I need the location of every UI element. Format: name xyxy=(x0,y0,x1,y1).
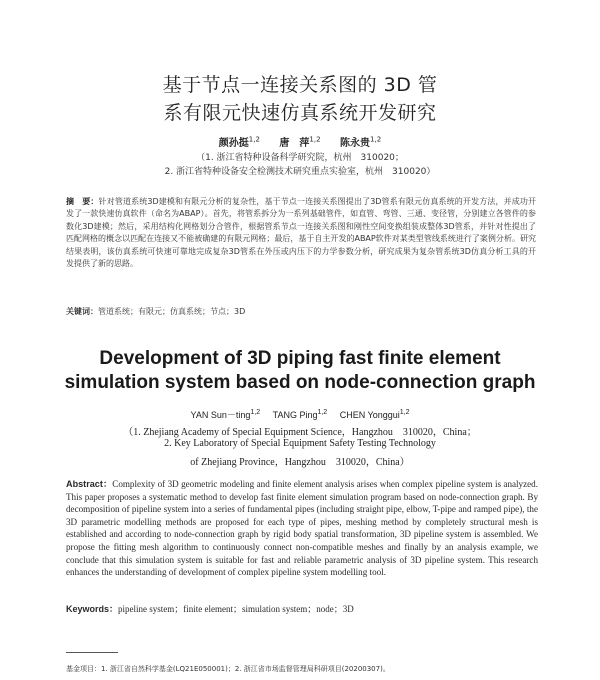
chinese-affiliation-1: （1. 浙江省特种设备科学研究院，杭州 310020； xyxy=(196,153,404,163)
english-title-line-1: Development of 3D piping fast finite element xyxy=(99,348,501,369)
chinese-author-1: 颜孙挺$^{1,2}$ xyxy=(218,135,260,149)
chinese-keywords xyxy=(66,306,536,317)
chinese-author-list xyxy=(0,134,600,149)
english-author-list xyxy=(0,408,600,421)
chinese-abstract-label: 摘 要： xyxy=(66,197,99,206)
chinese-title-line-1: 基于节点一连接关系图的 3D 管 xyxy=(162,74,438,96)
english-abstract-text: Complexity of 3D geometric modeling and finite element analysis arises when complex pipeline system is analyzed. This paper proposes a systematic method to develop fast finite element simulation program based on node-connection graph. By decomposition of pipeline system into a series of fundamental pipes (including straight pipe, elbow, T-pipe and ramped pipe), the 3D parametric modelling methods are proposed for each type of pipes, meshing method by completely structural mesh is established and according to node-connection graph by rigid body spatial transformation, 3D pipeline system is assembled. We propose the fitting mesh algorithm to continuously connect non-compatible meshes and finally by an analysis example, we conclude that this simulation system is suitable for fast and reliable parametric analysis of 3D pipeline system. This research enhances the understanding of development of complex pipeline system modelling tool. xyxy=(66,479,538,578)
english-author-2: TANG Ping$^{1,2}$ xyxy=(272,409,328,420)
chinese-title-line-2: 系有限元快速仿真系统开发研究 xyxy=(163,102,437,124)
chinese-keywords-label: 关键词： xyxy=(66,307,98,316)
chinese-author-3: 陈永贵$^{1,2}$ xyxy=(340,135,382,149)
english-author-3: CHEN Yonggui$^{1,2}$ xyxy=(339,409,410,420)
funding-footnote: 基金项目：1. 浙江省自然科学基金(LQ21E050001)；2. 浙江省市场监督管理局科研项目(20200307)。 xyxy=(66,665,390,673)
english-affiliation-2: 2. Key Laboratory of Special Equipment Safety Testing Technology xyxy=(164,438,436,449)
chinese-abstract-text: 针对管道系统3D建模和有限元分析的复杂性，基于节点一连接关系图提出了3D管系有限元仿真系统的开发方法，并成功开发了一款快速仿真软件（命名为ABAP）。首先，将管系拆分为一系列基础管件，如直管、弯管、三通、变径管，分别建立各管件的参数化3D建模；然后，采用结构化网格划分合管件，根据管系节点一连接关系图和刚性空间变换组装成整体3D管系，并针对性提出了匹配网格的概念以匹配在连接又不能被确建的有限元网格；最后，基于自主开发的ABAP软件对某类型管线系统进行了案例分析。研究结果表明，该仿真系统可快速可靠地完成复杂3D管系在外压或内压下的力学参数分析，研究成果为复杂管系统3D仿真分析工具的开发提供了新的思路。 xyxy=(66,197,537,269)
english-keywords xyxy=(66,602,538,615)
english-affiliation-3: of Zhejiang Province，Hangzhou 310020，China） xyxy=(190,457,410,468)
english-author-1: YAN Sun－ting$^{1,2}$ xyxy=(190,409,261,420)
chinese-affiliation-2: 2. 浙江省特种设备安全检测技术研究重点实验室，杭州 310020） xyxy=(164,167,436,177)
english-affiliation-1: （1. Zhejiang Academy of Special Equipment Science，Hangzhou 310020，China； xyxy=(123,427,477,438)
english-keywords-label: Keywords： xyxy=(66,604,119,614)
footnote-divider xyxy=(66,652,118,653)
chinese-author-2: 唐 萍$^{1,2}$ xyxy=(279,135,321,149)
english-title-line-2: simulation system based on node-connection graph xyxy=(64,372,536,393)
chinese-abstract xyxy=(66,196,536,270)
chinese-keywords-text: 管道系统；有限元；仿真系统；节点；3D xyxy=(98,307,246,316)
english-abstract xyxy=(66,478,538,579)
english-keywords-text: pipeline system；finite element；simulation system；node；3D xyxy=(118,604,354,614)
english-abstract-label: Abstract： xyxy=(66,479,113,489)
